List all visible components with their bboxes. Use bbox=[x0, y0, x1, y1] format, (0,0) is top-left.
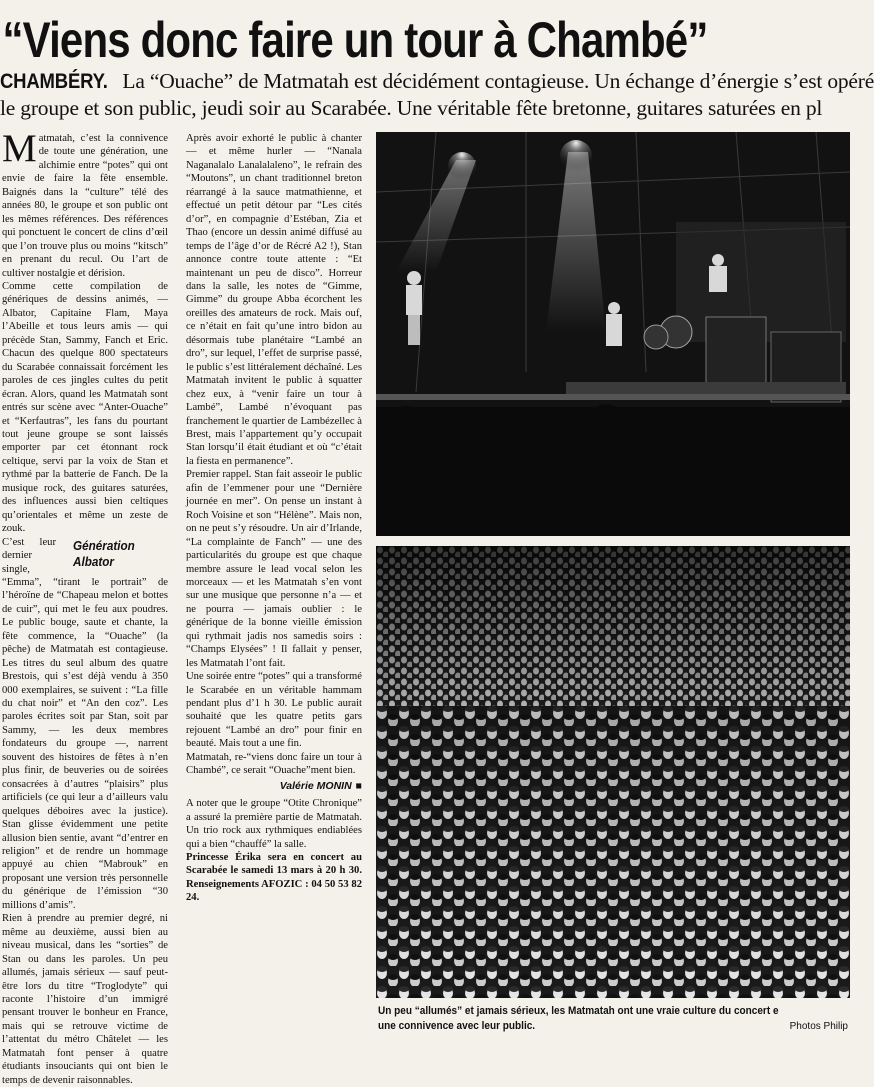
paragraph-1 bbox=[2, 127, 168, 280]
caption-line-2: une connivence avec leur public. bbox=[378, 1020, 536, 1032]
subheading: Génération Albator bbox=[73, 537, 135, 569]
paragraph-3-text: C’est leur dernier single, “Emma”, “tirant le portrait” de l’héroïne de “Chapeau melon et bottes de cuir”, qui met le feu aux poudres. Le public bouge, saute et chante, la fête commence, la “Ouache” (la pêche) de Matmatah est contagieuse. Les titres du seul album des quatre Brestois, qui s’est déjà vendu à 350 000 exemplaires, se suivent : “La fille du chat noir” et “An den coz”. Les paroles écrites soit par Stan, soit par Sammy, — les deux membres fondateurs du groupe —, narrent souvent des histoires de fêtes à n’en plus finir, de beuveries ou de soirées consacrées à d’autres “plaisirs” plus artificiels (ce qui leur a d’ailleurs valu quelques déboires avec la justice). Stan glisse évidemment une petite allusion bien sentie, avant “d’entrer en religion” et de rendre un hommage appuyé au chien “Mabrouk” en proposant une version très personnelle du générique de l’émission “30 millions d’amis”. bbox=[2, 536, 168, 911]
lead-line-2: le groupe et son public, jeudi soir au Scarabée. Une véritable fête bretonne, guitares saturées en pl bbox=[0, 96, 823, 120]
paragraph-4: Rien à prendre au premier degré, ni même au deuxième, aussi bien au niveau musical, dans les “sorties” de Stan ou dans les paroles. Un peu allumés, jamais sérieux — sauf peut-être lors du titre “Troglodyte” qui raconte l’histoire d’un immigré pensant trouver le bonheur en France, mais qui se retrouve victime de l’attentat du métro Châtelet — les Matmatah font penser à quatre étudiants insouciants qui ont bien le temps de devenir raisonnables. bbox=[2, 913, 168, 1086]
stage-photo-image bbox=[376, 132, 850, 536]
photo-caption bbox=[378, 1004, 850, 1044]
lead-paragraph bbox=[0, 68, 874, 124]
author-signature bbox=[186, 780, 362, 793]
paragraph-3 bbox=[2, 536, 168, 913]
crowd-photo-image bbox=[376, 546, 850, 998]
paragraph-1-text: atmatah, c’est la connivence de toute une génération, une alchimie entre “potes” qui ont envie de faire la fête ensemble. Baignés dans la “culture” télé des années 80, le groupe et son public ont les mêmes références. Des références qui ponctuent le concert de clins d’œil que l’on trouve plus ou moins “kitsch” en prenant du recul. Ou l’art de cultiver nostalgie et dérision. bbox=[2, 133, 168, 279]
paragraph-6: Premier rappel. Stan fait asseoir le public afin de l’emmener pour une “Dernière journée en mer”. On pense un instant à Roch Voisine et son “Hélène”. Mais non, on ne peut s’y résoudre. Un air d’Irlande, “La complainte de Fanch” — une des particularités du groupe est que chaque membre assure le lead vocal selon les morceaux — et les Matmatah s’en vont sur une musique que personne n’a — et ne pourra — jamais oublier : le générique de la bonne vieille émission qui rythmait jadis nos samedis soirs : “Champs Elysées” ! Il fallait y penser, les Matmatah l’ont fait. bbox=[186, 469, 362, 669]
paragraph-5: Après avoir exhorté le public à chanter — et même hurler — “Nanala Naganalalo Lanalalaleno”, le refrain des “Moutons”, un chant traditionnel breton réarrangé à la sauce matmathienne, et effectué un petit détour par “Les cités d’or”, en compagnie d’Estéban, Zia et Thao (encore un dessin animé diffusé au temps de l’âge d’or de Récré A2 !), Stan annonce contre toute attente : “Et maintenant un peu de disco”. Horreur dans la salle, les notes de “Gimme, Gimme” du groupe Abba écorchent les oreilles des amateurs de rock. Mais ouf, ce n’était en fait qu’une intro bidon au désormais tube planétaire “Lambé an dro”, sur lequel, l’effet de surprise passé, le public s’est littéralement déchaîné. Les Matmatah invitent le public à squatter chez eux, à “venir faire un tour à Lambé”, Lambé n’évoquant pas franchement le quartier de Lambézellec à Brest, mais l’appartement qu’y occupait Stan lorsqu’il était étudiant et où “c’était la fiesta en permanence”. bbox=[186, 133, 362, 467]
drop-cap: M bbox=[2, 127, 37, 170]
end-mark: ■ bbox=[355, 779, 362, 792]
article-column-1 bbox=[2, 127, 168, 1086]
stage-photo bbox=[376, 132, 850, 536]
caption-line-1: Un peu “allumés” et jamais sérieux, les Matmatah ont une vraie culture du concert e bbox=[378, 1005, 779, 1017]
author-name: Valérie MONIN bbox=[279, 779, 352, 792]
concert-notice: Princesse Érika sera en concert au Scarabée le samedi 13 mars à 20 h 30. Renseignements AFOZIC : 04 50 53 82 24. bbox=[186, 852, 362, 904]
kicker-location: CHAMBÉRY. bbox=[0, 69, 108, 93]
paragraph-2: Comme cette compilation de génériques de dessins animés, — Albator, Capitaine Flam, Maya l’Abeille et tous leurs amis — qui précède Stan, Sammy, Fanch et Eric. Chacun des quelque 800 spectateurs du Scarabée connaissait forcément les paroles de ces jingles cultes du petit écran. Alors, quand les Matmatah sont entrés sur scène avec “Anter-Ouache” et “Kerfautras”, les fans du pourtant tout jeune groupe se sont laissés emporter par cet étonnant rock celtique, servi par la voix de Stan et rythmé par la batterie de Fanch. De la musique rock, des guitares saturées, des influences aussi bien celtiques qu’orientales et même un zeste de zouk. bbox=[2, 280, 168, 535]
footer-paragraph: A noter que le groupe “Otite Chronique” a assuré la première partie de Matmatah. Un trio rock aux rythmiques endiablées qui a bien “chauffé” la salle. bbox=[186, 798, 362, 850]
paragraph-7: Une soirée entre “potes” qui a transformé le Scarabée en un véritable hammam pendant plus d’1 h 30. Le public aurait souhaité que les quatre petits gars rejouent “Lambé an dro” pour finir en beauté. Mais tout a une fin. bbox=[186, 671, 362, 750]
lead-line-1 bbox=[0, 68, 874, 95]
crowd-photo bbox=[376, 546, 850, 998]
headline: “Viens donc faire un tour à Chambé” bbox=[2, 12, 708, 68]
paragraph-8: Matmatah, re-“viens donc faire un tour à Chambé”, ce serait “Ouache”ment bien. bbox=[186, 751, 362, 777]
photo-credit: Photos Philip bbox=[789, 1021, 848, 1032]
lead-text-1: La “Ouache” de Matmatah est décidément contagieuse. Un échange d’énergie s’est opéré bbox=[122, 69, 874, 93]
article-column-2 bbox=[186, 132, 362, 1047]
